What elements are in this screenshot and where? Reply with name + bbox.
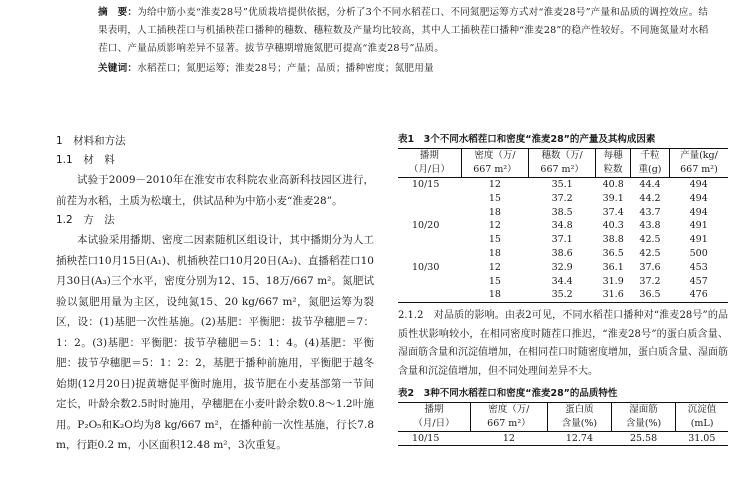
table-header-cell: 播期 （月/日） xyxy=(398,402,470,431)
table-row xyxy=(398,233,728,247)
table-cell: 15 xyxy=(488,234,501,246)
table-cell: 36.5 xyxy=(602,247,624,259)
table-row xyxy=(398,431,728,446)
table-cell: 453 xyxy=(689,261,708,273)
table-cell: 42.5 xyxy=(639,247,661,259)
table-row xyxy=(398,178,728,192)
table-cell: 31.6 xyxy=(596,288,631,302)
table-cell: 39.1 xyxy=(602,192,624,204)
table-cell: 37.6 xyxy=(639,261,661,273)
table2 xyxy=(398,402,728,447)
table-row xyxy=(398,247,728,261)
right-column xyxy=(398,132,728,446)
table-cell: 38.8 xyxy=(602,234,624,246)
keywords-text: 水稻茬口；氮肥运筹；淮麦28号；产量；品质；播种密度；氮肥用量 xyxy=(137,63,434,74)
table-cell: 34.4 xyxy=(551,275,573,287)
table-row xyxy=(398,192,728,206)
paragraph-2-1-2: 2.1.2 对品质的影响。由表2可见，不同水稻茬口播种对“淮麦28号”的品质性状影响较小，在相同密度时随茬口推迟，“淮麦28号”的蛋白质含量、湿面筋含量和沉淀值增加，在相同茬口时随密度增加，蛋白质含量、湿面筋含量和沉淀值增加，但不同处理间差异不大。 xyxy=(398,310,728,377)
table-cell: 12 xyxy=(470,431,547,446)
table-header-cell: 湿面筋 含量(%) xyxy=(611,402,675,431)
table-cell: 44.4 xyxy=(639,179,661,190)
table-cell: 10/15 xyxy=(398,431,470,446)
table-header-cell: 密度（万/ 667 m²） xyxy=(461,149,528,178)
table-header-cell: 每穗 粒数 xyxy=(596,149,631,178)
table-row xyxy=(398,219,728,233)
table-cell: 43.7 xyxy=(639,206,661,218)
table-cell: 35.1 xyxy=(551,179,573,190)
table-cell: 18 xyxy=(488,206,501,218)
table-cell: 476 xyxy=(669,288,728,302)
table-header-cell: 密度（万/ 667 m²） xyxy=(470,402,547,431)
keywords-label: 关键词： xyxy=(98,63,138,74)
table-cell: 31.05 xyxy=(676,431,728,446)
section-heading: 1 材料和方法 xyxy=(56,135,126,147)
table-cell: 31.9 xyxy=(602,275,624,287)
table-cell xyxy=(398,192,461,206)
table-cell xyxy=(398,275,461,289)
table-cell: 35.2 xyxy=(529,288,596,302)
table-header-cell: 千粒 重(g) xyxy=(631,149,670,178)
table-cell: 43.8 xyxy=(639,220,661,232)
table-cell: 37.1 xyxy=(551,234,573,246)
table-cell xyxy=(398,288,461,302)
table-cell: 10/15 xyxy=(412,179,440,190)
table-cell: 36.1 xyxy=(602,261,624,273)
table-cell: 10/30 xyxy=(412,261,440,273)
table-cell: 40.3 xyxy=(602,220,624,232)
table-cell: 12.74 xyxy=(547,431,611,446)
table-header-cell: 穗数（万/ 667 m²） xyxy=(529,149,596,178)
keywords xyxy=(98,60,710,78)
table-cell: 12 xyxy=(488,261,501,273)
table-header-cell: 播期 （月/日） xyxy=(398,149,461,178)
table-cell: 494 xyxy=(689,206,708,218)
table-row xyxy=(398,261,728,275)
left-column xyxy=(56,132,374,456)
subsection-methods: 1.2 方 法 xyxy=(56,214,115,226)
table-cell: 42.5 xyxy=(639,234,661,246)
table-cell: 15 xyxy=(488,192,501,204)
table-cell: 25.58 xyxy=(611,431,675,446)
table-cell: 494 xyxy=(689,192,708,204)
abstract-label: 摘 要： xyxy=(98,7,138,18)
table-cell: 491 xyxy=(689,234,708,246)
materials-paragraph: 试验于2009－2010年在淮安市农科院农业高新科技园区进行，前茬为水稻，土质为松壤土，供试品种为中筋小麦“淮麦28”。 xyxy=(56,174,374,207)
table-cell: 12 xyxy=(488,179,501,190)
table1 xyxy=(398,148,728,303)
table-cell: 32.9 xyxy=(551,261,573,273)
table-cell: 18 xyxy=(461,288,528,302)
table-cell xyxy=(398,247,461,261)
table-cell: 457 xyxy=(689,275,708,287)
table-header-cell: 沉淀值 (mL) xyxy=(676,402,728,431)
abstract xyxy=(98,4,710,78)
table-cell: 500 xyxy=(689,247,708,259)
table-cell: 37.2 xyxy=(551,192,573,204)
table-cell: 38.5 xyxy=(551,206,573,218)
table-cell: 36.5 xyxy=(631,288,670,302)
table-cell: 34.8 xyxy=(551,220,573,232)
abstract-text: 为给中筋小麦“淮麦28号”优质栽培提供依据，分析了3个不同水稻茬口、不同氮肥运筹方式对“淮麦28号”产量和品质的调控效应。结果表明，人工插秧茬口与机插秧茬口播种的穗数、穗粒数及产量均比较高，其中人工插秧茬口播种“淮麦28”的稳产性较好。不同施氮量对水稻茬口、产量品质影响差异不显著。拔节孕穗期增施氮肥可提高“淮麦28号”品质。 xyxy=(98,7,709,54)
methods-paragraph: 本试验采用播期、密度二因素随机区组设计，其中播期分为人工插秧茬口10月15日(A₁)、机插秧茬口10月20日(A₂)、直播稻茬口10月30日(A₃)三个水平，密度分别为12、15、18万/667 m²。氮肥试验以氮肥用量为主区，设纯氮15、20 kg/667 m²，氮肥运筹为裂区，设：(1)基肥一次性基施。(2)基肥：平衡肥：拔节孕穗肥＝7：1：2。(3)基肥：平衡肥：拔节孕穗肥＝5：1：4。(4)基肥：平衡肥：拔节孕穗肥＝5：1：2：2，基肥于播种前施用，平衡肥于越冬始期(12月20日)捉黄塘促平衡时施用，拔节肥在小麦基部第一节间定长，叶龄余数2.5时时施用，孕穗肥在小麦叶龄余数0.8～1.2叶施用。P₂O₅和K₂O均为8 kg/667 m²，在播种前一次性基施，行长7.8 m，行距0.2 m，小区面积12.48 m²，3次重复。 xyxy=(56,234,374,451)
table1-caption: 表1 3个不同水稻茬口和密度“淮麦28”的产量及其构成因素 xyxy=(398,134,656,145)
table-row xyxy=(398,288,728,302)
table-cell: 10/20 xyxy=(412,220,440,232)
subsection-materials: 1.1 材 料 xyxy=(56,154,115,166)
table-cell: 37.2 xyxy=(639,275,661,287)
table-cell: 40.8 xyxy=(602,179,624,190)
table-cell: 15 xyxy=(488,275,501,287)
table-header-cell: 蛋白质 含量(%) xyxy=(547,402,611,431)
table-cell: 44.2 xyxy=(639,192,661,204)
table-row xyxy=(398,275,728,289)
abstract-body xyxy=(98,4,710,58)
table2-caption: 表2 3种不同水稻茬口和密度“淮麦28”的品质特性 xyxy=(398,387,618,399)
table-cell: 491 xyxy=(689,220,708,232)
table-cell xyxy=(398,206,461,220)
table-cell: 37.4 xyxy=(602,206,624,218)
table-cell: 494 xyxy=(689,179,708,190)
table-cell: 18 xyxy=(488,247,501,259)
table-header-cell: 产量(kg/ 667 m²) xyxy=(669,149,728,178)
table-cell: 12 xyxy=(488,220,501,232)
table-cell xyxy=(398,233,461,247)
table-row xyxy=(398,206,728,220)
table-cell: 38.6 xyxy=(551,247,573,259)
